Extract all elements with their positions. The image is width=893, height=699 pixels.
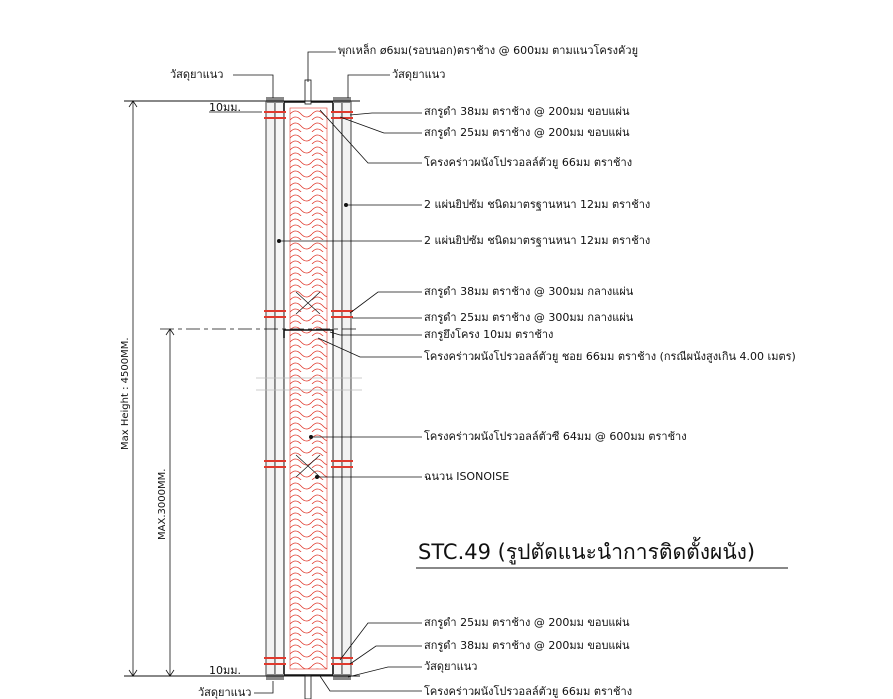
label-screw-25-300: สกรูดำ 25มม ตราช้าง @ 300มม กลางแผ่น xyxy=(424,311,634,324)
label-frame-u66-bottom: โครงคร่าวผนังโปรวอลล์ตัวยู 66มม ตราช้าง xyxy=(424,685,633,698)
label-screw-25-200-top: สกรูดำ 25มม ตราช้าง @ 200มม ขอบแผ่น xyxy=(424,126,630,139)
label-sealant-top-left: วัสดุยาแนว xyxy=(170,68,224,81)
insulation-fill xyxy=(290,108,327,669)
label-gypsum-left: 2 แผ่นยิปซัม ชนิดมาตรฐานหนา 12มม ตราช้าง xyxy=(424,234,651,247)
label-frame-u66-mid: โครงคร่าวผนังโปรวอลล์ตัวยู ชอย 66มม ตราช้าง (กรณีผนังสูงเกิน 4.00 เมตร) xyxy=(424,350,796,363)
wall-assembly xyxy=(124,80,362,699)
label-frame-u66-top: โครงคร่าวผนังโปรวอลล์ตัวยู 66มม ตราช้าง xyxy=(424,156,633,169)
dimension-lines xyxy=(129,101,174,676)
label-top-rod: พุกเหล็ก ø6มม(รอบนอก)ตราช้าง @ 600มม ตามแนวโครงคัวยู xyxy=(338,44,639,57)
label-sealant-bottom-right: วัสดุยาแนว xyxy=(424,660,478,673)
label-sealant-bottom-left: วัสดุยาแนว xyxy=(198,686,252,699)
max-3000-label: MAX.3000MM. xyxy=(157,468,168,540)
bottom-anchor-rod xyxy=(305,675,311,699)
label-screw-25-200-bottom: สกรูดำ 25มม ตราช้าง @ 200มม ขอบแผ่น xyxy=(424,616,630,629)
label-screw-38-200-bottom: สกรูดำ 38มม ตราช้าง @ 200มม ขอบแผ่น xyxy=(424,639,630,652)
bottom-gap-label: 10มม. xyxy=(209,664,241,677)
top-anchor-rod xyxy=(305,80,311,104)
label-sealant-top-right: วัสดุยาแนว xyxy=(392,68,446,81)
label-screw-frame-10: สกรูยึงโครง 10มม ตราช้าง xyxy=(424,328,554,341)
label-gypsum-right: 2 แผ่นยิปซัม ชนิดมาตรฐานหนา 12มม ตราช้าง xyxy=(424,198,651,211)
label-screw-38-200-top: สกรูดำ 38มม ตราช้าง @ 200มม ขอบแผ่น xyxy=(424,105,630,118)
gypsum-board-left-inner xyxy=(275,102,284,675)
top-gap-label: 10มม. xyxy=(209,101,241,114)
label-insulation: ฉนวน ISONOISE xyxy=(424,470,510,483)
seal-top-left xyxy=(266,97,284,103)
label-screw-38-300: สกรูดำ 38มม ตราช้าง @ 300มม กลางแผ่น xyxy=(424,285,634,298)
gypsum-board-right-inner xyxy=(333,102,342,675)
max-height-label: Max Height : 4500MM. xyxy=(120,337,131,450)
gypsum-board-right-outer xyxy=(342,102,351,675)
label-frame-c64: โครงคร่าวผนังโปรวอลล์ตัวซี 64มม @ 600มม ตราช้าง xyxy=(424,430,687,443)
diagram-title: STC.49 (รูปตัดแนะนำการติดตั้งผนัง) xyxy=(418,540,756,564)
gypsum-board-left-outer xyxy=(266,102,275,675)
seal-bottom-left xyxy=(266,674,284,680)
